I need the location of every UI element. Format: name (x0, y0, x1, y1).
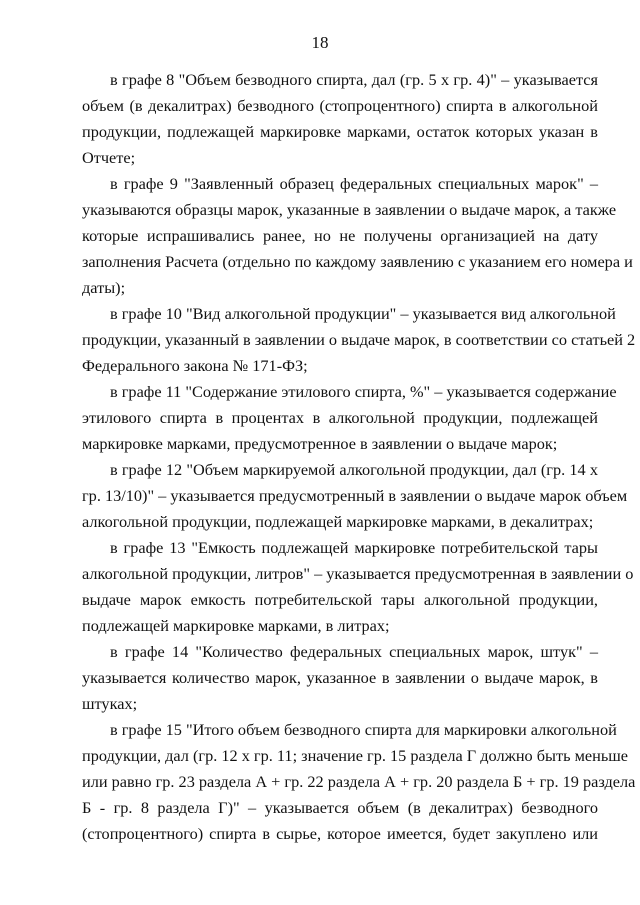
text-line: в графе 14 "Количество федеральных специальных марок, штук" – (110, 642, 598, 661)
text-line: штуках; (82, 694, 138, 713)
text-line: гр. 13/10)" – указывается предусмотренный в заявлении о выдаче марок объем (82, 486, 628, 505)
text-line: в графе 12 "Объем маркируемой алкогольной продукции, дал (гр. 14 х (110, 460, 598, 479)
text-line: указывается количество марок, указанное в заявлении о выдаче марок, в (82, 668, 598, 687)
paragraph-column-15 (82, 717, 636, 847)
page-number: 18 (311, 33, 329, 52)
text-line: в графе 8 "Объем безводного спирта, дал (гр. 5 х гр. 4)" – указывается (110, 70, 598, 89)
document-body (82, 67, 636, 847)
text-line: заполнения Расчета (отдельно по каждому заявлению с указанием его номера и (82, 252, 633, 271)
text-line: даты); (82, 278, 126, 297)
paragraph-column-10 (82, 301, 636, 379)
text-line: выдаче марок емкость потребительской тары алкогольной продукции, (82, 590, 598, 609)
text-line: в графе 13 "Емкость подлежащей маркировке потребительской тары (110, 538, 598, 557)
text-line: алкогольной продукции, подлежащей маркировке марками, в декалитрах; (82, 512, 594, 531)
paragraph-column-13 (82, 535, 634, 639)
text-line: Отчете; (82, 148, 136, 167)
text-line: в графе 11 "Содержание этилового спирта, %" – указывается содержание (110, 382, 617, 401)
text-line: маркировке марками, предусмотренное в заявлении о выдаче марок; (82, 434, 558, 453)
text-line: в графе 10 "Вид алкогольной продукции" – указывается вид алкогольной (110, 304, 616, 323)
text-line: в графе 15 "Итого объем безводного спирта для маркировки алкогольной (110, 720, 617, 739)
text-line: продукции, дал (гр. 12 х гр. 11; значение гр. 15 раздела Г должно быть меньше (82, 746, 629, 765)
text-line: этилового спирта в процентах в алкогольной продукции, подлежащей (82, 408, 598, 427)
text-line: (стопроцентного) спирта в сырье, которое имеется, будет закуплено или (82, 824, 598, 843)
text-line: Федерального закона № 171-ФЗ; (82, 356, 308, 375)
paragraph-column-8 (82, 67, 598, 171)
paragraph-column-14 (82, 639, 598, 717)
text-line: продукции, указанный в заявлении о выдаче марок, в соответствии со статьей 2 (82, 330, 636, 349)
text-line: Б - гр. 8 раздела Г)" – указывается объем (в декалитрах) безводного (82, 798, 598, 817)
paragraph-column-9 (82, 171, 633, 301)
text-line: указываются образцы марок, указанные в заявлении о выдаче марок, а также (82, 200, 617, 219)
text-line: продукции, подлежащей маркировке марками, остаток которых указан в (82, 122, 598, 141)
paragraph-column-12 (82, 457, 628, 535)
paragraph-column-11 (82, 379, 617, 457)
text-line: в графе 9 "Заявленный образец федеральных специальных марок" – (110, 174, 598, 193)
text-line: которые испрашивались ранее, но не получены организацией на дату (82, 226, 598, 245)
text-line: алкогольной продукции, литров" – указывается предусмотренная в заявлении о (82, 564, 634, 583)
text-line: или равно гр. 23 раздела А + гр. 22 раздела А + гр. 20 раздела Б + гр. 19 раздела (82, 772, 636, 791)
text-line: объем (в декалитрах) безводного (стопроцентного) спирта в алкогольной (82, 96, 598, 115)
text-line: подлежащей маркировке марками, в литрах; (82, 616, 390, 635)
